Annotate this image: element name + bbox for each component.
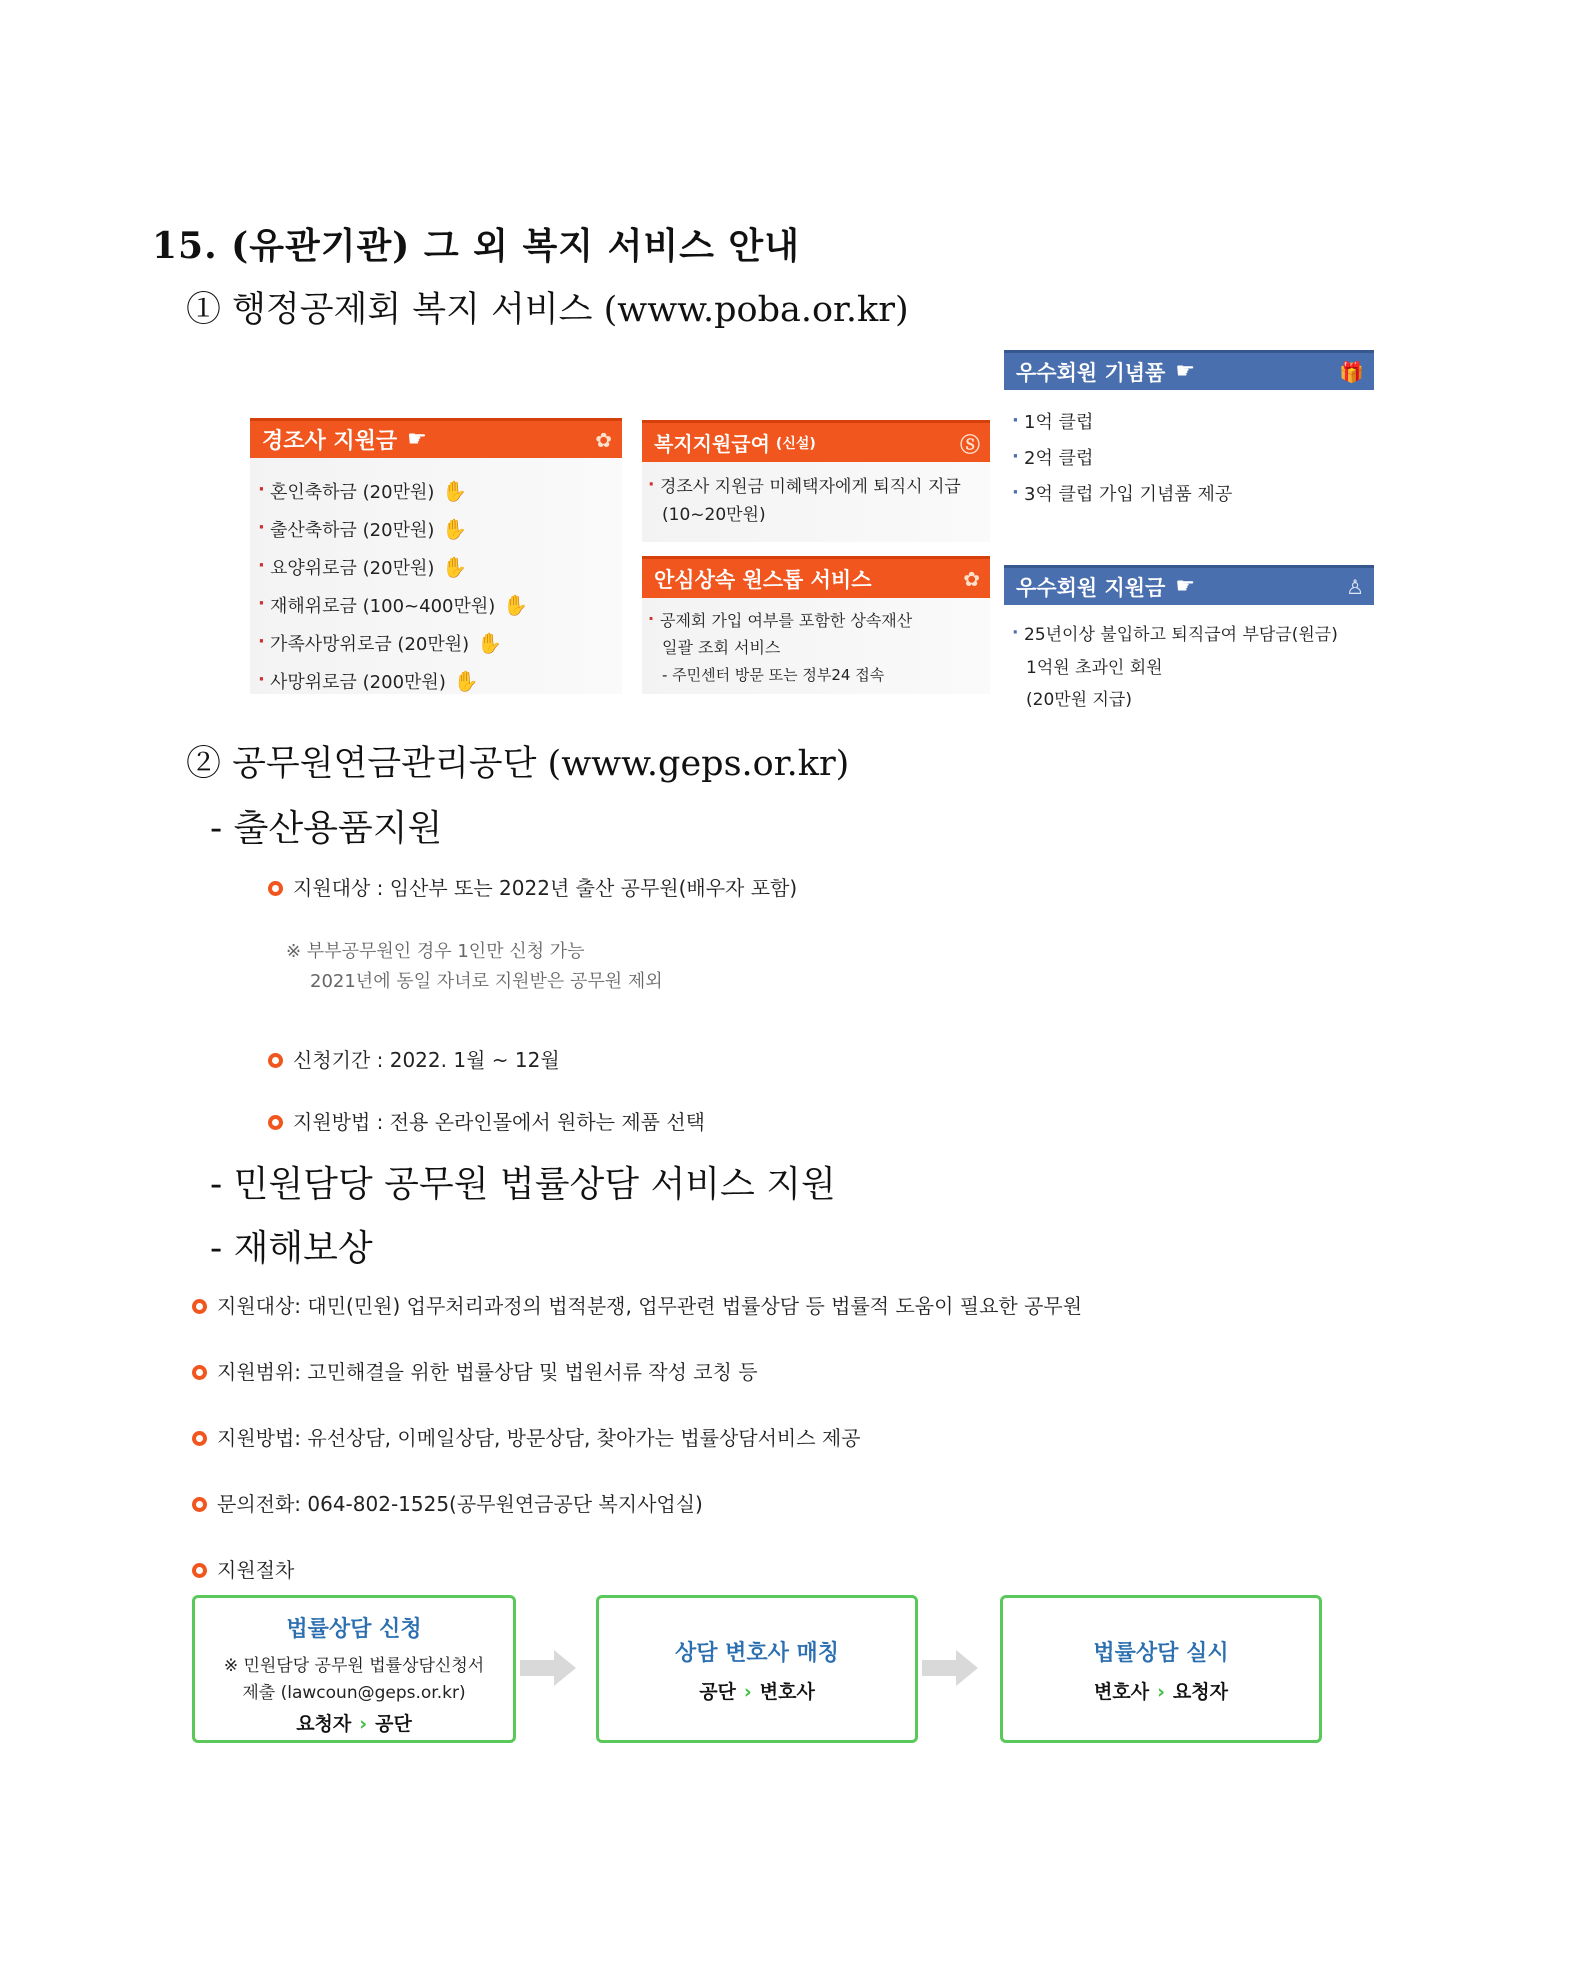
sub-heading-disaster: - 재해보상	[210, 1228, 373, 1269]
ring-bullet-icon	[192, 1299, 207, 1314]
bokji-header	[642, 420, 990, 462]
ring-bullet-icon	[192, 1431, 207, 1446]
chevron-right-icon: ›	[359, 1713, 368, 1735]
legal-scope: 지원범위: 고민해결을 위한 법률상담 및 법원서류 작성 코칭 등	[192, 1356, 758, 1385]
step-title: 법률상담 실시	[1093, 1641, 1229, 1666]
step-apply	[192, 1595, 516, 1743]
legal-target: 지원대상: 대민(민원) 업무처리과정의 법적분쟁, 업무관련 법률상담 등 법률적 도움이 필요한 공무원	[192, 1290, 1082, 1319]
support-line2: 1억원 초과인 회원	[1026, 658, 1163, 678]
support-title: 우수회원 지원금	[1016, 575, 1166, 600]
step-desc: 제출 (lawcoun@geps.or.kr)	[242, 1683, 466, 1703]
gyeongjosa-list	[258, 473, 528, 701]
chevron-right-icon: ›	[743, 1681, 752, 1703]
support-line3: (20만원 지급)	[1026, 690, 1132, 710]
sub-heading-birth: - 출산용품지원	[210, 808, 443, 849]
clap-icon: ✋	[442, 517, 468, 541]
ring-bullet-icon	[192, 1497, 207, 1512]
support-header	[1004, 565, 1374, 605]
clap-icon: ✋	[442, 555, 468, 579]
gift-title: 우수회원 기념품	[1016, 360, 1166, 385]
gift-list	[1012, 405, 1232, 513]
step-flow: 변호사 › 요청자	[1094, 1681, 1228, 1703]
list-item: · 혼인축하금 (20만원) ✋	[258, 473, 528, 511]
badge-icon: ✿	[595, 427, 612, 452]
section1-title: ① 행정공제회 복지 서비스 (www.poba.or.kr)	[186, 290, 909, 330]
bokji-title: 복지지원급여	[654, 432, 770, 456]
list-item: · 가족사망위로금 (20만원) ✋	[258, 625, 528, 663]
step-consult	[1000, 1595, 1322, 1743]
clap-icon: ✋	[477, 631, 503, 655]
list-item: · 1억 클럽	[1012, 405, 1232, 441]
list-item: · 3억 클럽 가입 기념품 제공	[1012, 477, 1232, 513]
support-list	[1012, 620, 1338, 650]
step-title: 법률상담 신청	[286, 1617, 422, 1642]
chevron-right-icon: ›	[1157, 1681, 1165, 1703]
legal-method: 지원방법: 유선상담, 이메일상담, 방문상담, 찾아가는 법률상담서비스 제공	[192, 1422, 861, 1451]
pointing-hand-icon: ☛	[1175, 574, 1196, 599]
pointing-hand-icon: ☛	[1175, 359, 1196, 384]
list-item: · 25년이상 불입하고 퇴직급여 부담금(원금)	[1012, 620, 1338, 650]
arrow-right-icon	[922, 1650, 978, 1686]
legal-procedure: 지원절차	[192, 1554, 294, 1583]
list-item: · 출산축하금 (20만원) ✋	[258, 511, 528, 549]
ansim-header	[642, 556, 990, 598]
list-item: · 재해위로금 (100~400만원) ✋	[258, 587, 528, 625]
step-flow: 공단 › 변호사	[699, 1681, 815, 1703]
person-icon: ♙	[1346, 574, 1364, 599]
step-flow: 요청자 › 공단	[296, 1713, 412, 1735]
birth-method: 지원방법 : 전용 온라인몰에서 원하는 제품 선택	[268, 1106, 705, 1135]
sub-heading-legal: - 민원담당 공무원 법률상담 서비스 지원	[210, 1164, 836, 1205]
list-item: · 경조사 지원금 미혜택자에게 퇴직시 지급	[648, 472, 961, 502]
ring-bullet-icon	[268, 1053, 283, 1068]
step-title: 상담 변호사 매칭	[674, 1641, 840, 1666]
bokji-list	[648, 472, 961, 502]
bokji-amount: (10~20만원)	[662, 505, 766, 525]
gyeongjosa-header	[250, 418, 622, 458]
ansim-title: 안심상속 원스톱 서비스	[654, 567, 872, 592]
ansim-list	[648, 607, 912, 635]
ring-bullet-icon	[268, 881, 283, 896]
coin-icon: Ⓢ	[960, 432, 980, 456]
ansim-line2: 일괄 조회 서비스	[662, 638, 781, 657]
list-item: · 2억 클럽	[1012, 441, 1232, 477]
ring-bullet-icon	[268, 1115, 283, 1130]
arrow-right-icon	[520, 1650, 576, 1686]
pointing-hand-icon: ☛	[407, 427, 427, 452]
section2-title: ② 공무원연금관리공단 (www.geps.or.kr)	[186, 744, 850, 784]
birth-target: 지원대상 : 임산부 또는 2022년 출산 공무원(배우자 포함)	[268, 872, 797, 901]
ansim-line3: - 주민센터 방문 또는 정부24 접속	[662, 666, 885, 684]
ring-bullet-icon	[192, 1563, 207, 1578]
birth-note1: ※ 부부공무원인 경우 1인만 신청 가능	[286, 941, 585, 962]
ring-bullet-icon	[192, 1365, 207, 1380]
new-tag: (신설)	[775, 435, 816, 452]
step-match	[596, 1595, 918, 1743]
badge-icon: ✿	[963, 566, 980, 591]
page-heading: 15. (유관기관) 그 외 복지 서비스 안내	[152, 225, 800, 267]
clap-icon: ✋	[442, 479, 468, 503]
birth-note2: 2021년에 동일 자녀로 지원받은 공무원 제외	[310, 971, 663, 992]
list-item: · 요양위로금 (20만원) ✋	[258, 549, 528, 587]
list-item: · 사망위로금 (200만원) ✋	[258, 663, 528, 701]
clap-icon: ✋	[503, 593, 529, 617]
legal-phone: 문의전화: 064-802-1525(공무원연금공단 복지사업실)	[192, 1488, 703, 1517]
gyeongjosa-title: 경조사 지원금	[262, 429, 398, 454]
list-item: · 공제회 가입 여부를 포함한 상속재산	[648, 607, 912, 635]
gift-icon: 🎁	[1339, 359, 1364, 384]
birth-period: 신청기간 : 2022. 1월 ~ 12월	[268, 1044, 560, 1073]
gift-header	[1004, 350, 1374, 390]
step-desc: ※ 민원담당 공무원 법률상담신청서	[223, 1656, 485, 1676]
clap-icon: ✋	[453, 669, 479, 693]
